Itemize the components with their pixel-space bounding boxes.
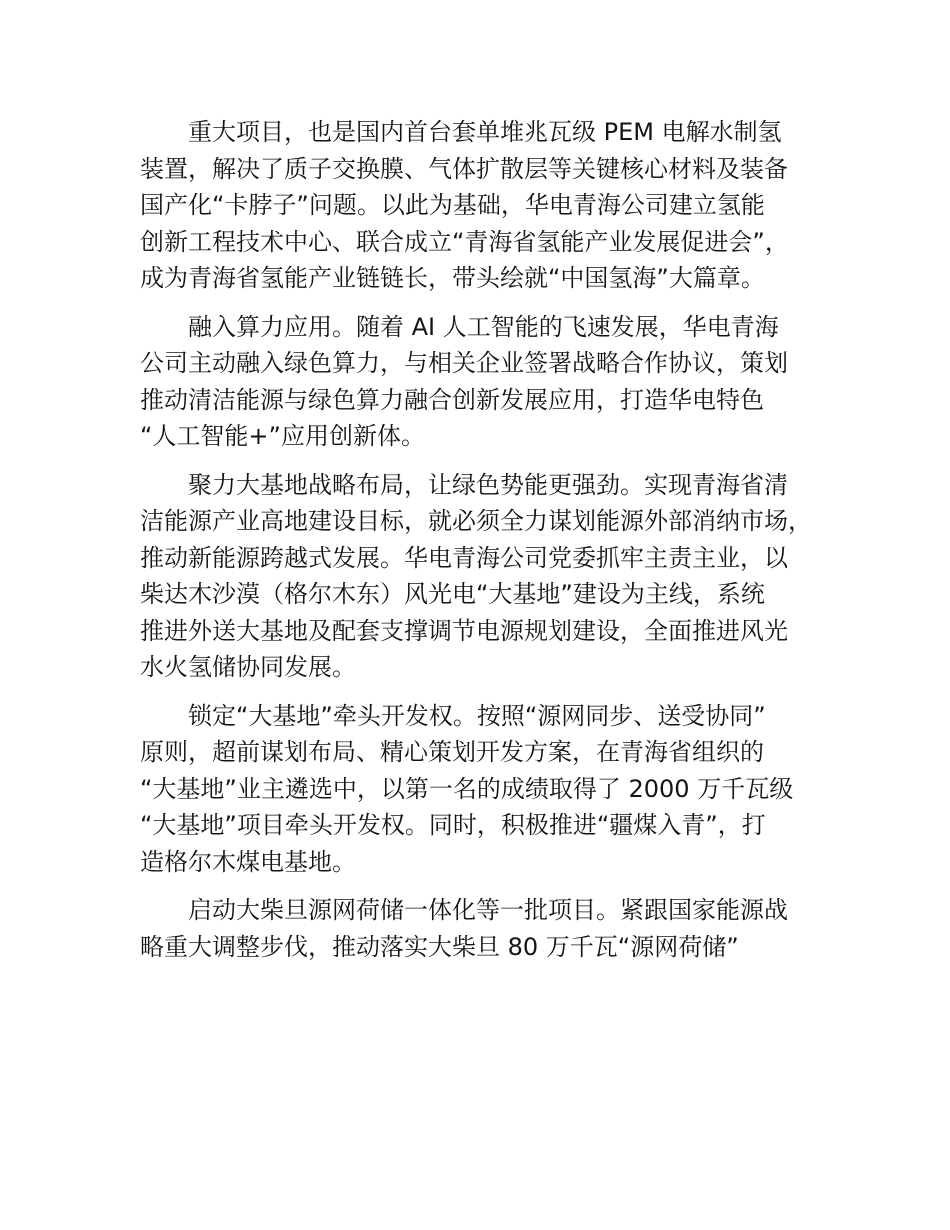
text-line: 推动新能源跨越式发展。华电青海公司党委抓牢主责主业，以: [140, 543, 788, 572]
text-line: 重大项目，也是国内首台套单堆兆瓦级 PEM 电解水制氢: [188, 118, 782, 146]
paragraph-base-strategy: [140, 467, 840, 686]
text-line: 创新工程技术中心、联合成立“青海省氢能产业发展促进会”，: [140, 227, 789, 256]
text-line: 柴达木沙漠（格尔木东）风光电“大基地”建设为主线，系统: [140, 580, 765, 608]
text-line: 造格尔木煤电基地。: [140, 847, 356, 876]
text-line: “大基地”业主遴选中，以第一名的成绩取得了 2000 万千瓦级: [140, 774, 794, 803]
text-line: 原则，超前谋划布局、精心策划开发方案，在青海省组织的: [140, 738, 764, 766]
paragraph-development-rights: [140, 698, 840, 881]
text-line: 装置，解决了质子交换膜、气体扩散层等关键核心材料及装备: [140, 154, 788, 183]
paragraph-hydrogen-project: [140, 114, 840, 297]
text-line: 成为青海省氢能产业链链长，带头绘就“中国氢海”大篇章。: [140, 264, 765, 292]
text-line: “大基地”项目牵头开发权。同时，积极推进“疆煤入青”，打: [140, 811, 766, 839]
paragraph-integration-projects: [140, 892, 840, 965]
text-line: 锁定“大基地”牵头开发权。按照“源网同步、送受协同”: [188, 701, 766, 730]
text-line: 公司主动融入绿色算力，与相关企业签署战略合作协议，策划: [140, 349, 788, 377]
text-line: 聚力大基地战略布局，让绿色势能更强劲。实现青海省清: [188, 470, 788, 499]
text-line: 洁能源产业高地建设目标，就必须全力谋划能源外部消纳市场，: [140, 507, 812, 535]
text-line: 融入算力应用。随着 AI 人工智能的飞速发展，华电青海: [188, 312, 779, 341]
text-line: 略重大调整步伐，推动落实大柴旦 80 万千瓦“源网荷储”: [140, 932, 739, 961]
text-line: “人工智能+”应用创新体。: [140, 422, 425, 450]
text-line: 推进外送大基地及配套支撑调节电源规划建设，全面推进风光: [140, 616, 788, 645]
document-body: [140, 114, 840, 977]
paragraph-computing-power: [140, 309, 840, 455]
text-line: 启动大柴旦源网荷储一体化等一批项目。紧跟国家能源战: [188, 896, 788, 924]
text-line: 水火氢储协同发展。: [140, 653, 356, 681]
text-line: 国产化“卡脖子”问题。以此为基础，华电青海公司建立氢能: [140, 191, 765, 219]
text-line: 推动清洁能源与绿色算力融合创新发展应用，打造华电特色: [140, 385, 764, 414]
